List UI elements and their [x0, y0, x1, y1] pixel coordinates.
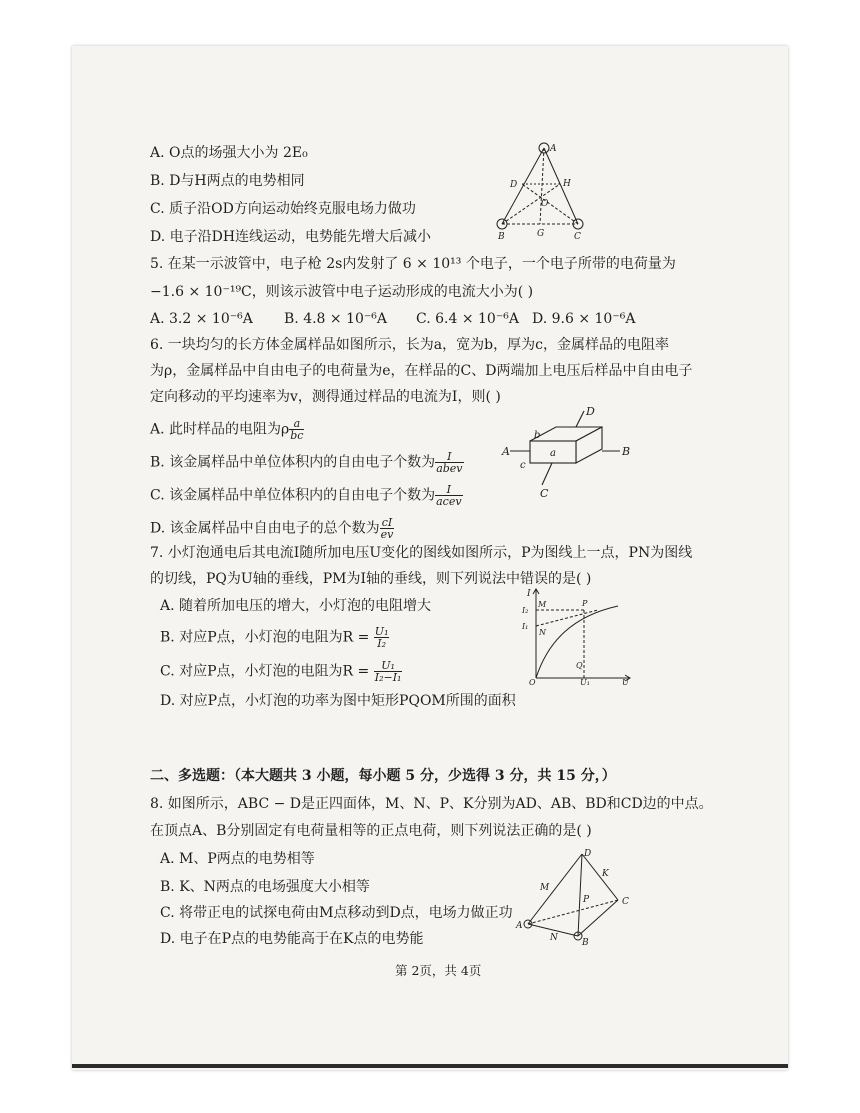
q5-stem-line1: 5. 在某一示波管中，电子枪 2s内发射了 6 × 10¹³ 个电子，一个电子所带的电荷量为 — [150, 256, 676, 272]
tri-label-h: H — [563, 179, 571, 189]
tri-label-b: B — [498, 232, 505, 240]
tetra-label-n: N — [550, 933, 558, 943]
tri-label-c: C — [574, 232, 581, 240]
q6-b-denominator: abev — [436, 462, 463, 475]
q4-option-c: C. 质子沿OD方向运动始终克服电场力做功 — [150, 201, 416, 217]
q8-option-c: C. 将带正电的试探电荷由M点移动到D点，电场力做正功 — [160, 905, 513, 921]
q8-option-b: B. K、N两点的电场强度大小相等 — [160, 879, 370, 895]
q8-option-a: A. M、P两点的电势相等 — [160, 851, 315, 867]
q6-option-c — [150, 484, 463, 507]
tetra-label-d: D — [584, 849, 592, 859]
tri-label-g: G — [537, 229, 545, 239]
box-label-d: D — [586, 405, 595, 418]
tetra-label-k: K — [602, 869, 609, 879]
q4-option-a: A. O点的场强大小为 2E₀ — [150, 145, 308, 161]
q8-option-d: D. 电子在P点的电势能高于在K点的电势能 — [160, 931, 424, 947]
q5-option-d: D. 9.6 × 10⁻⁶A — [532, 311, 636, 327]
q4-option-d: D. 电子沿DH连线运动，电势能先增大后减小 — [150, 229, 432, 245]
q7-option-a: A. 随着所加电压的增大，小灯泡的电阻增大 — [160, 598, 432, 614]
q7-option-c — [160, 660, 402, 683]
graph-label-p: P — [582, 599, 588, 608]
graph-label-u: U — [622, 678, 629, 686]
q7-option-b — [160, 626, 389, 649]
q6-option-d-fraction — [380, 517, 395, 540]
graph-label-n: N — [539, 628, 546, 637]
q6-d-numerator: cI — [380, 517, 395, 529]
box-label-c: C — [540, 487, 549, 500]
q5-option-b: B. 4.8 × 10⁻⁶A — [284, 311, 388, 327]
tri-label-o: O — [541, 199, 549, 209]
q7-c-denominator: I₂−I₁ — [374, 671, 402, 684]
graph-label-i2: I₂ — [522, 606, 529, 615]
page-footer: 第 2页，共 4页 — [395, 963, 482, 978]
metal-block-figure — [500, 405, 640, 500]
q7-c-numerator: U₁ — [374, 660, 403, 672]
q4-option-b: B. D与H两点的电势相同 — [150, 173, 305, 189]
q8-stem-line2: 在顶点A、B分别固定有电荷量相等的正点电荷，则下列说法正确的是( ) — [150, 823, 592, 839]
q6-option-a-fraction — [289, 418, 304, 441]
q7-option-b-fraction — [374, 626, 390, 649]
q7-option-b-text: B. 对应P点，小灯泡的电阻为R = — [160, 629, 370, 646]
q6-d-denominator: ev — [380, 528, 394, 541]
q5-stem-line2: −1.6 × 10⁻¹⁹C，则该示波管中电子运动形成的电流大小为( ) — [150, 284, 534, 300]
tetra-label-p: P — [583, 895, 590, 905]
tri-label-d: D — [510, 180, 518, 190]
q6-stem-line2: 为ρ，金属样品中自由电子的电荷量为e，在样品的C、D两端加上电压后样品中自由电子 — [150, 363, 693, 379]
q5-option-a: A. 3.2 × 10⁻⁶A — [150, 311, 253, 327]
q6-c-numerator: I — [435, 484, 462, 496]
q6-b-numerator: I — [435, 451, 463, 463]
graph-label-u1: U₁ — [580, 678, 590, 686]
graph-label-m: M — [538, 600, 547, 609]
section-2-title: 二、多选题：（本大题共 3 小题，每小题 5 分，少选得 3 分，共 15 分，） — [150, 768, 616, 784]
tetra-label-a: A — [516, 921, 523, 931]
q6-a-denominator: bc — [290, 429, 304, 442]
graph-label-o: O — [529, 678, 536, 686]
graph-label-i1: I₁ — [522, 622, 529, 631]
q6-option-d — [150, 517, 394, 540]
q7-stem-line2: 的切线，PQ为U轴的垂线，PM为I轴的垂线，则下列说法中错误的是( ) — [150, 571, 592, 587]
q6-stem-line3: 定向移动的平均速率为v，测得通过样品的电流为I，则( ) — [150, 389, 501, 405]
box-label-b: B — [622, 445, 631, 458]
q6-option-b — [150, 451, 464, 474]
q6-a-numerator: a — [289, 418, 304, 430]
tetra-label-m: M — [540, 883, 550, 893]
q7-b-denominator: I₂ — [377, 637, 387, 650]
triangle-charge-figure — [490, 140, 600, 240]
q6-option-d-text: D. 该金属样品中自由电子的总个数为 — [150, 520, 380, 537]
page-edge-shadow — [72, 1064, 788, 1068]
q6-stem-line1: 6. 一块均匀的长方体金属样品如图所示，长为a，宽为b，厚为c，金属样品的电阻率 — [150, 337, 669, 353]
tetra-label-b: B — [582, 938, 589, 946]
q6-c-denominator: acev — [436, 495, 462, 508]
tetrahedron-figure — [512, 846, 642, 946]
box-dim-b: b — [534, 430, 541, 441]
box-dim-c: c — [520, 460, 526, 471]
tri-label-a: A — [550, 144, 557, 154]
q7-option-d: D. 对应P点，小灯泡的功率为图中矩形PQOM所围的面积 — [160, 693, 516, 709]
graph-label-q: Q — [576, 661, 583, 670]
q7-b-numerator: U₁ — [374, 625, 389, 638]
q6-option-b-fraction — [435, 451, 463, 474]
tetra-label-c: C — [622, 897, 629, 907]
box-label-a: A — [502, 445, 510, 458]
q6-option-a — [150, 418, 304, 441]
q5-option-c: C. 6.4 × 10⁻⁶A — [416, 311, 519, 327]
q6-option-c-text: C. 该金属样品中单位体积内的自由电子个数为 — [150, 487, 436, 504]
graph-label-i: I — [527, 589, 531, 599]
q7-option-c-fraction — [374, 660, 403, 683]
q8-stem-line1: 8. 如图所示，ABC − D是正四面体，M、N、P、K分别为AD、AB、BD和CD边的中点。 — [150, 796, 713, 812]
q7-option-c-text: C. 对应P点，小灯泡的电阻为R = — [160, 663, 370, 680]
iu-graph-figure — [518, 586, 636, 686]
box-dim-a: a — [550, 448, 556, 459]
q6-option-b-text: B. 该金属样品中单位体积内的自由电子个数为 — [150, 454, 436, 471]
q7-stem-line1: 7. 小灯泡通电后其电流I随所加电压U变化的图线如图所示，P为图线上一点，PN为图线 — [150, 545, 693, 561]
q6-option-a-text: A. 此时样品的电阻为ρ — [150, 421, 290, 438]
q6-option-c-fraction — [435, 484, 462, 507]
